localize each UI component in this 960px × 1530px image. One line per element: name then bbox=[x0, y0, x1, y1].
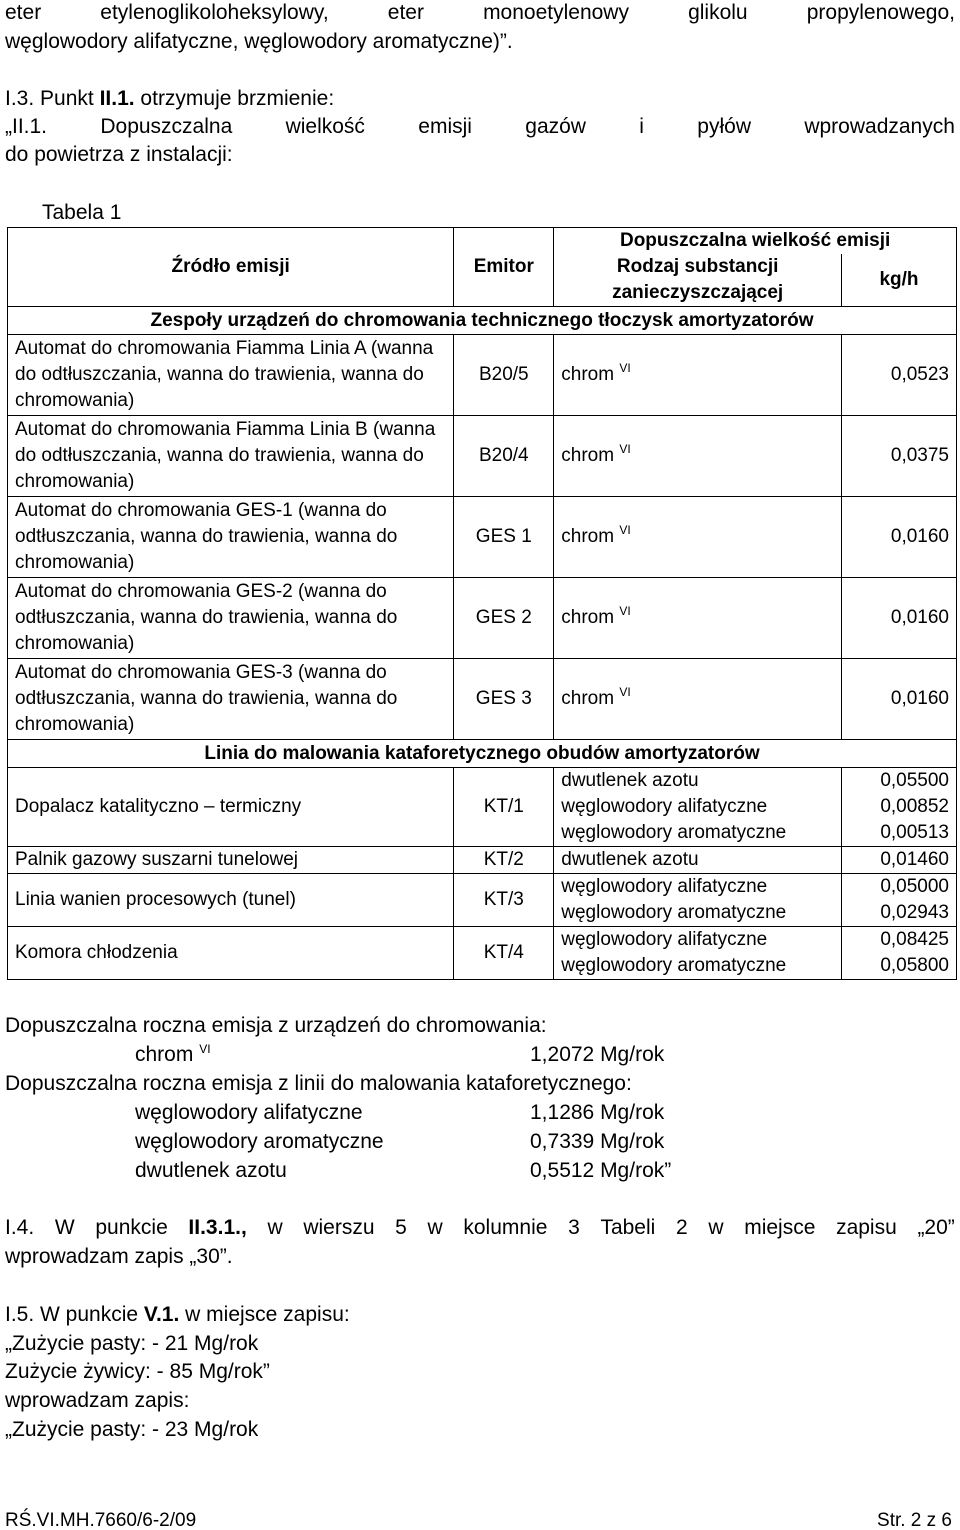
section-i3-word: emisji bbox=[418, 115, 472, 138]
table-row bbox=[8, 927, 957, 980]
source-cell: Automat do chromowania GES-2 (wanna do odtłuszczania, wanna do trawienia, wanna do chromowania) bbox=[8, 578, 454, 659]
value-cell bbox=[842, 847, 957, 874]
value-cell: 0,0160 bbox=[842, 578, 957, 659]
section-i3-word: i bbox=[639, 115, 644, 138]
emitter-cell: KT/1 bbox=[454, 768, 554, 847]
header-substance: Rodzaj substancji zanieczyszczającej bbox=[554, 254, 842, 307]
substance-name: chrom bbox=[561, 607, 615, 628]
section-i4-line-2: wprowadzam zapis „30”. bbox=[5, 1245, 233, 1268]
intro-word: propylenowego, bbox=[806, 1, 955, 24]
annual-chrom-item bbox=[135, 1042, 211, 1068]
annual-kata-name: dwutlenek azotu bbox=[135, 1159, 287, 1182]
substance-cell bbox=[554, 874, 842, 927]
value-cell: 0,0523 bbox=[842, 335, 957, 416]
intro-word: monoetylenowy bbox=[483, 1, 629, 24]
substance-name: dwutlenek azotu bbox=[561, 770, 699, 791]
annual-kata-title: Dopuszczalna roczna emisja z linii do malowania kataforetycznego: bbox=[5, 1072, 632, 1095]
section-i4-word: w bbox=[427, 1216, 443, 1239]
header-unit: kg/h bbox=[842, 254, 957, 307]
section-i3-ref: II.1. bbox=[99, 87, 135, 110]
substance-name: węglowodory alifatyczne bbox=[561, 796, 768, 817]
section-i4-word: wierszu bbox=[303, 1216, 375, 1239]
section-i4-word: zapisu bbox=[836, 1216, 897, 1239]
table-caption: Tabela 1 bbox=[42, 201, 122, 224]
substance-name: węglowodory aromatyczne bbox=[561, 822, 787, 843]
section-i3-prefix: I.3. Punkt bbox=[5, 87, 100, 110]
header-group: Dopuszczalna wielkość emisji bbox=[554, 228, 957, 255]
footer-reference: RŚ.VI.MH.7660/6-2/09 bbox=[5, 1510, 197, 1530]
value-cell: 0,0160 bbox=[842, 497, 957, 578]
annual-kata-name: węglowodory alifatyczne bbox=[135, 1101, 363, 1124]
annual-kata-value: 0,5512 Mg/rok” bbox=[530, 1159, 672, 1182]
value-cell bbox=[842, 927, 957, 980]
section-i3-word: Dopuszczalna bbox=[100, 115, 233, 138]
emitter-cell: KT/2 bbox=[454, 847, 554, 874]
substance-cell bbox=[554, 659, 842, 740]
annual-kata-value: 1,1286 Mg/rok bbox=[530, 1101, 665, 1124]
table-header-row-1 bbox=[8, 228, 957, 255]
annual-chrom-sup: VI bbox=[199, 1042, 211, 1056]
emitter-cell: KT/4 bbox=[454, 927, 554, 980]
value-cell: 0,0160 bbox=[842, 659, 957, 740]
substance-name: chrom bbox=[561, 526, 615, 547]
section-i4-word: I.4. bbox=[5, 1216, 35, 1239]
section-i5-prefix: I.5. W punkcie bbox=[5, 1303, 144, 1326]
annual-chrom-title: Dopuszczalna roczna emisja z urządzeń do chromowania: bbox=[5, 1014, 547, 1037]
section-i3-word: gazów bbox=[525, 115, 586, 138]
section-i4-line-1 bbox=[5, 1215, 955, 1241]
section-i5-line-c: wprowadzam zapis: bbox=[5, 1389, 190, 1412]
source-cell: Palnik gazowy suszarni tunelowej bbox=[8, 847, 454, 874]
substance-cell bbox=[554, 768, 842, 847]
source-cell: Linia wanien procesowych (tunel) bbox=[8, 874, 454, 927]
emission-value: 0,05000 bbox=[880, 876, 949, 897]
section-i4-word: II.3.1., bbox=[188, 1216, 247, 1239]
value-cell bbox=[842, 874, 957, 927]
emission-value: 0,05800 bbox=[880, 955, 949, 976]
section-i4-word: W bbox=[54, 1216, 75, 1239]
source-cell: Dopalacz katalityczno – termiczny bbox=[8, 768, 454, 847]
annual-kata-value: 0,7339 Mg/rok bbox=[530, 1130, 665, 1153]
annual-chrom-name: chrom bbox=[135, 1043, 194, 1066]
substance-cell bbox=[554, 416, 842, 497]
intro-word: glikolu bbox=[688, 1, 748, 24]
section-i4-word: 5 bbox=[395, 1216, 407, 1239]
intro-word: eter bbox=[387, 1, 424, 24]
section-i3-word: wprowadzanych bbox=[804, 115, 955, 138]
emitter-cell: KT/3 bbox=[454, 874, 554, 927]
section-i5-line-a: „Zużycie pasty: - 21 Mg/rok bbox=[5, 1332, 259, 1355]
table-row bbox=[8, 335, 957, 416]
section-i4-word: miejsce bbox=[744, 1216, 816, 1239]
substance-name: węglowodory aromatyczne bbox=[561, 955, 787, 976]
emission-value: 0,00852 bbox=[880, 796, 949, 817]
section-i4-word: w bbox=[708, 1216, 724, 1239]
substance-superscript: VI bbox=[619, 685, 631, 699]
intro-word: etylenoglikoloheksylowy, bbox=[100, 1, 329, 24]
substance-name: węglowodory aromatyczne bbox=[561, 902, 787, 923]
header-emitter: Emitor bbox=[454, 228, 554, 307]
substance-superscript: VI bbox=[619, 442, 631, 456]
table-row bbox=[8, 659, 957, 740]
emitter-cell: B20/4 bbox=[454, 416, 554, 497]
header-source: Źródło emisji bbox=[8, 228, 454, 307]
section-i3-word: wielkość bbox=[285, 115, 365, 138]
emitter-cell: GES 1 bbox=[454, 497, 554, 578]
substance-superscript: VI bbox=[619, 604, 631, 618]
emitter-cell: GES 3 bbox=[454, 659, 554, 740]
section-1-title-row bbox=[8, 307, 957, 335]
substance-cell bbox=[554, 335, 842, 416]
section-2-title: Linia do malowania kataforetycznego obudów amortyzatorów bbox=[8, 740, 957, 768]
intro-line-1 bbox=[5, 0, 955, 26]
intro-line-2: węglowodory alifatyczne, węglowodory aromatyczne)”. bbox=[5, 30, 513, 53]
substance-name: dwutlenek azotu bbox=[561, 849, 699, 870]
source-cell: Komora chłodzenia bbox=[8, 927, 454, 980]
table-row bbox=[8, 874, 957, 927]
section-i3-heading bbox=[5, 86, 334, 112]
section-2-title-row bbox=[8, 740, 957, 768]
annual-chrom-value: 1,2072 Mg/rok bbox=[530, 1043, 665, 1066]
section-i3-word: pyłów bbox=[697, 115, 751, 138]
source-cell: Automat do chromowania Fiamma Linia B (wanna do odtłuszczania, wanna do trawienia, wanna do chromowania) bbox=[8, 416, 454, 497]
substance-name: chrom bbox=[561, 688, 615, 709]
table-row bbox=[8, 497, 957, 578]
section-i4-word: punkcie bbox=[95, 1216, 168, 1239]
section-i4-word: kolumnie bbox=[463, 1216, 548, 1239]
emitter-cell: B20/5 bbox=[454, 335, 554, 416]
value-cell: 0,0375 bbox=[842, 416, 957, 497]
section-i5-line-b: Zużycie żywicy: - 85 Mg/rok” bbox=[5, 1360, 270, 1383]
section-i4-word: w bbox=[267, 1216, 283, 1239]
emission-value: 0,01460 bbox=[880, 849, 949, 870]
section-i4-word: 2 bbox=[676, 1216, 688, 1239]
substance-cell bbox=[554, 578, 842, 659]
section-i5-line-d: „Zużycie pasty: - 23 Mg/rok bbox=[5, 1418, 259, 1441]
section-i4-word: 3 bbox=[568, 1216, 580, 1239]
section-i3-suffix: otrzymuje brzmienie: bbox=[134, 87, 335, 110]
section-i5-heading bbox=[5, 1302, 350, 1328]
table-row bbox=[8, 847, 957, 874]
substance-cell bbox=[554, 497, 842, 578]
intro-word: eter bbox=[5, 1, 42, 24]
substance-superscript: VI bbox=[619, 523, 631, 537]
emission-table bbox=[7, 227, 957, 980]
source-cell: Automat do chromowania Fiamma Linia A (wanna do odtłuszczania, wanna do trawienia, wanna do chromowania) bbox=[8, 335, 454, 416]
section-i3-quote-line-2: do powietrza z instalacji: bbox=[5, 143, 233, 166]
substance-superscript: VI bbox=[619, 361, 631, 375]
emission-value: 0,05500 bbox=[880, 770, 949, 791]
emission-value: 0,08425 bbox=[880, 929, 949, 950]
table-row bbox=[8, 416, 957, 497]
substance-name: chrom bbox=[561, 445, 615, 466]
annual-kata-name: węglowodory aromatyczne bbox=[135, 1130, 384, 1153]
emission-value: 0,02943 bbox=[880, 902, 949, 923]
substance-name: chrom bbox=[561, 364, 615, 385]
substance-cell bbox=[554, 927, 842, 980]
section-i3-word: „II.1. bbox=[5, 115, 48, 138]
section-i5-suffix: w miejsce zapisu: bbox=[179, 1303, 350, 1326]
substance-name: węglowodory alifatyczne bbox=[561, 929, 768, 950]
table-row bbox=[8, 768, 957, 847]
emitter-cell: GES 2 bbox=[454, 578, 554, 659]
substance-cell bbox=[554, 847, 842, 874]
emission-value: 0,00513 bbox=[880, 822, 949, 843]
section-i5-ref: V.1. bbox=[143, 1303, 180, 1326]
section-i4-word: „20” bbox=[917, 1216, 955, 1239]
substance-name: węglowodory alifatyczne bbox=[561, 876, 768, 897]
section-i4-word: Tabeli bbox=[600, 1216, 656, 1239]
source-cell: Automat do chromowania GES-3 (wanna do odtłuszczania, wanna do trawienia, wanna do chromowania) bbox=[8, 659, 454, 740]
section-i3-quote-line-1 bbox=[5, 114, 955, 140]
table-row bbox=[8, 578, 957, 659]
source-cell: Automat do chromowania GES-1 (wanna do odtłuszczania, wanna do trawienia, wanna do chromowania) bbox=[8, 497, 454, 578]
footer-page-number: Str. 2 z 6 bbox=[877, 1510, 952, 1530]
section-1-title: Zespoły urządzeń do chromowania technicznego tłoczysk amortyzatorów bbox=[8, 307, 957, 335]
value-cell bbox=[842, 768, 957, 847]
